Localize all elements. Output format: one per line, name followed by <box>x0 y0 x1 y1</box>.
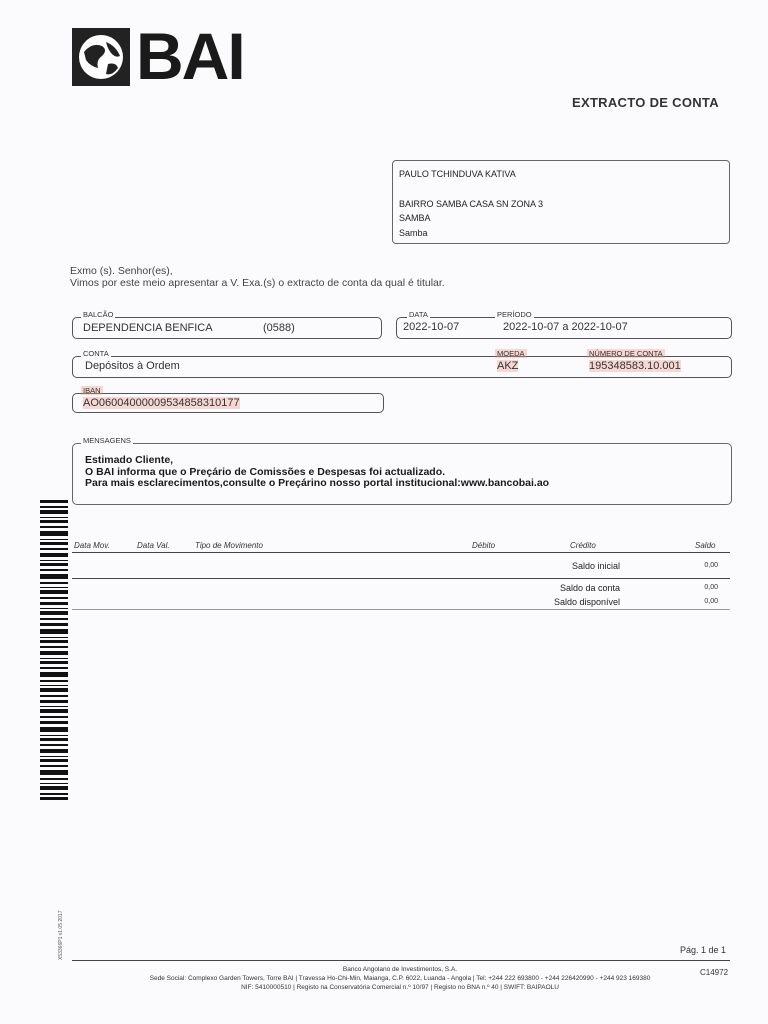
account-field <box>72 349 732 378</box>
table-header-rule <box>72 552 730 553</box>
message-line-2: O BAI informa que o Preçário de Comissões e Despesas foi actualizado. <box>85 466 446 478</box>
page-number: Pág. 1 de 1 <box>680 945 727 955</box>
conta-value: Depósitos à Ordem <box>85 360 180 372</box>
iban-field <box>72 386 384 413</box>
balcao-label: BALCÃO <box>83 310 114 319</box>
client-address-line2: SAMBA <box>399 213 431 223</box>
iban-label: IBAN <box>83 386 101 395</box>
summary-end-rule <box>72 609 730 610</box>
client-address-box <box>392 160 730 244</box>
saldo-disponivel-label: Saldo disponível <box>553 597 620 607</box>
footer-bank-name: Banco Angolano de Investimentos, S.A. <box>342 966 458 973</box>
messages-box <box>72 436 732 505</box>
conta-label: CONTA <box>83 349 109 358</box>
column-credito: Crédito <box>570 541 596 550</box>
saldo-conta-value: 0,00 <box>704 584 718 591</box>
data-label: DATA <box>409 310 428 319</box>
greeting-intro: Vimos por este meio apresentar a V. Exa.(s) o extracto de conta da qual é titular. <box>70 277 445 289</box>
balcao-field <box>72 310 382 339</box>
moeda-label: MOEDA <box>497 349 525 358</box>
balcao-code: (0588) <box>263 322 295 334</box>
bai-logo-text: BAI <box>136 19 244 93</box>
footer-rule <box>72 960 730 961</box>
numero-conta-value: 195348583.10.001 <box>589 360 681 372</box>
saldo-conta-label: Saldo da conta <box>559 583 620 593</box>
column-saldo: Saldo <box>695 541 716 550</box>
balcao-value: DEPENDENCIA BENFICA <box>83 322 213 334</box>
message-line-3: Para mais esclarecimentos,consulte o Preçárino nosso portal institucional:www.bancobai.ao <box>85 477 550 489</box>
periodo-label: PERÍODO <box>497 310 532 319</box>
form-version-code: X53366P1 v1.05 2017 <box>58 910 64 960</box>
column-data-val: Data Val. <box>137 541 170 550</box>
column-debito: Débito <box>472 541 496 550</box>
column-data-mov: Data Mov. <box>74 541 110 550</box>
client-address-line3: Samba <box>399 228 428 238</box>
iban-value: AO06004000009534858310177 <box>83 397 240 409</box>
data-value: 2022-10-07 <box>403 321 460 333</box>
footer-code: C14972 <box>700 968 729 977</box>
barcode-icon <box>40 500 68 800</box>
periodo-value: 2022-10-07 a 2022-10-07 <box>503 321 628 333</box>
footer-address: Sede Social: Complexo Garden Towers, Torre BAI | Travessa Ho-Chi-Min, Maianga, C.P. 6022, Luanda - Angola | Tel: +244 222 693800 - +244 226420990 - +244 923 169380 <box>149 975 651 982</box>
saldo-inicial-rule <box>72 578 730 579</box>
saldo-inicial-label: Saldo inicial <box>571 561 620 571</box>
globe-logo-icon <box>72 28 130 86</box>
document-title: EXTRACTO DE CONTA <box>572 95 719 110</box>
messages-label: MENSAGENS <box>83 436 131 445</box>
bai-logo <box>72 19 244 93</box>
column-tipo-movimento: Tipo de Movimento <box>195 541 263 550</box>
message-line-1: Estimado Cliente, <box>85 454 174 466</box>
saldo-inicial-value: 0,00 <box>704 562 718 569</box>
client-name: PAULO TCHINDUVA KATIVA <box>399 169 516 179</box>
client-address-line1: BAIRRO SAMBA CASA SN ZONA 3 <box>399 199 544 209</box>
footer-registration: NIF: 5410000510 | Registo na Conservatória Comercial n.º 10/97 | Registo no BNA n.º 40 | SWIFT: BAIPAOLU <box>241 984 559 991</box>
moeda-value: AKZ <box>497 360 519 372</box>
date-period-field <box>396 310 732 339</box>
greeting-salutation: Exmo (s). Senhor(es), <box>70 265 173 277</box>
numero-conta-label: NÚMERO DE CONTA <box>589 349 663 358</box>
saldo-disponivel-value: 0,00 <box>704 598 718 605</box>
